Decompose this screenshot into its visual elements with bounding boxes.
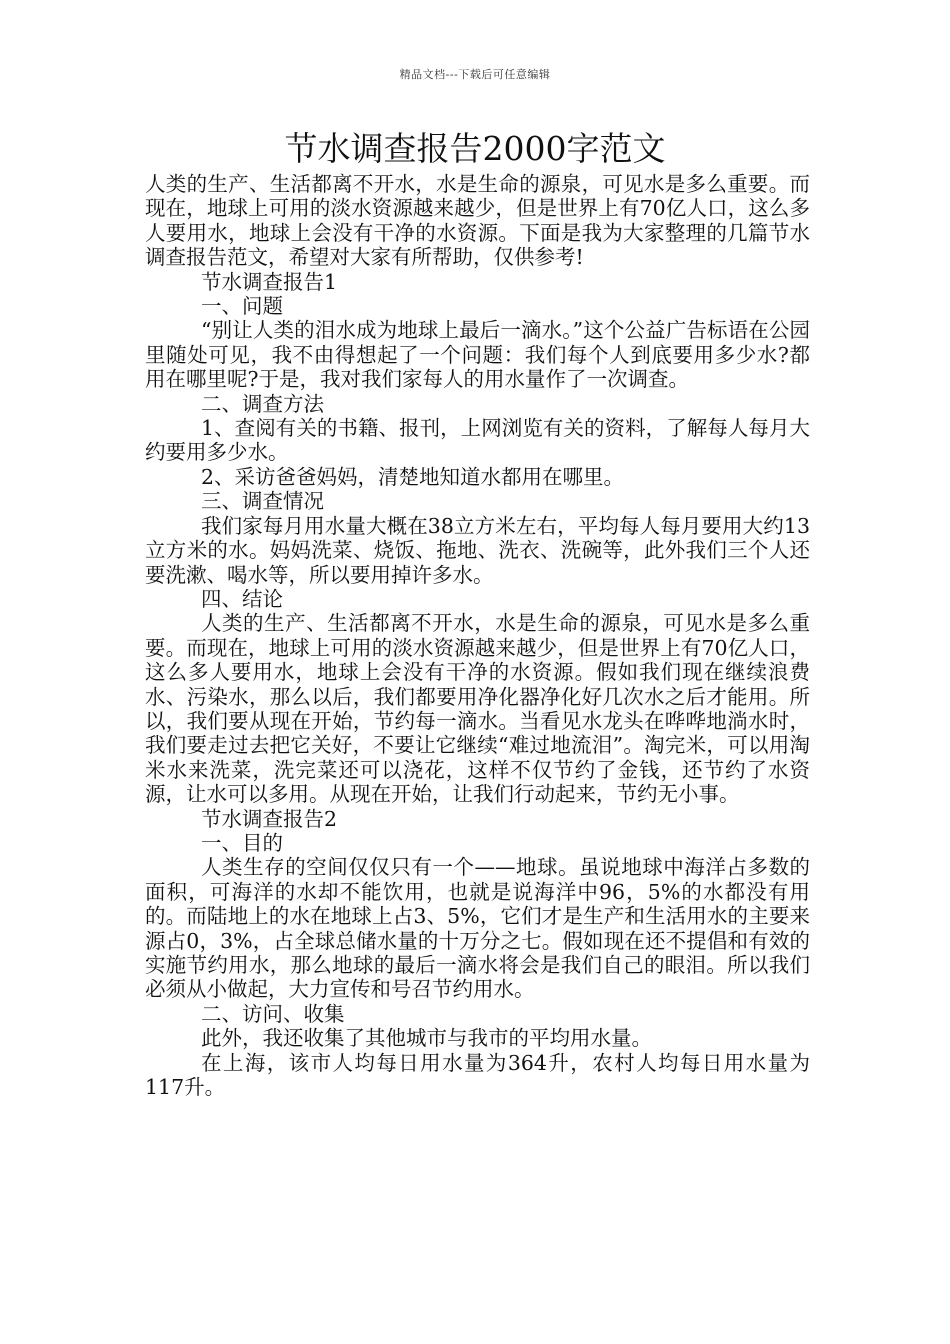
paragraph: 三、调查情况 — [201, 489, 324, 514]
paragraph: 四、结论 — [201, 586, 283, 611]
paragraph: 人类生存的空间仅仅只有一个——地球。虽说地球中海洋占多数的面积，可海洋的水却不能饮用，也就是说海洋中96，5%的水都没有用的。而陆地上的水在地球上占3、5%，它们才是生产和生活用水的主要来源占0，3%，占全球总储水量的十万分之七。假如现在还不提倡和有效的实施节约用水，那么地球的最后一滴水将会是我们自己的眼泪。所以我们必须从小做起，大力宣传和号召节约用水。 — [145, 855, 810, 1002]
paragraph: 1、查阅有关的书籍、报刊，上网浏览有关的资料，了解每人每月大约要用多少水。 — [145, 416, 810, 465]
paragraph: 2、采访爸爸妈妈，清楚地知道水都用在哪里。 — [201, 464, 625, 489]
paragraph: 此外，我还收集了其他城市与我市的平均用水量。 — [201, 1026, 652, 1051]
paragraph: “别让人类的泪水成为地球上最后一滴水。”这个公益广告标语在公园里随处可见，我不由得想起了一个问题：我们每个人到底要用多少水?都用在哪里呢?于是，我对我们家每人的用水量作了一次调查。 — [145, 318, 810, 392]
document-body — [145, 172, 810, 1099]
paragraph: 人类的生产、生活都离不开水，水是生命的源泉，可见水是多么重要。而现在，地球上可用的淡水资源越来越少，但是世界上有70亿人口，这么多人要用水，地球上会没有干净的水资源。假如我们现在继续浪费水、污染水，那么以后，我们都要用净化器净化好几次水之后才能用。所以，我们要从现在开始，节约每一滴水。当看见水龙头在哗哗地淌水时，我们要走过去把它关好，不要让它继续“难过地流泪”。淘完米，可以用淘米水来洗菜，洗完菜还可以浇花，这样不仅节约了金钱，还节约了水资源，让水可以多用。从现在开始，让我们行动起来，节约无小事。 — [145, 611, 810, 807]
paragraph: 二、调查方法 — [201, 391, 324, 416]
paragraph: 节水调查报告1 — [201, 269, 338, 294]
paragraph: 二、访问、收集 — [201, 1001, 345, 1026]
header-note: 精品文档---下载后可任意编辑 — [399, 68, 551, 81]
paragraph: 一、目的 — [201, 830, 283, 855]
document-title: 节水调查报告2000字范文 — [284, 129, 666, 168]
paragraph: 我们家每月用水量大概在38立方米左右，平均每人每月要用大约13立方米的水。妈妈洗菜、烧饭、拖地、洗衣、洗碗等，此外我们三个人还要洗漱、喝水等，所以要用掉许多水。 — [145, 513, 810, 587]
paragraph: 节水调查报告2 — [201, 806, 338, 831]
paragraph: 在上海，该市人均每日用水量为364升，农村人均每日用水量为117升。 — [145, 1050, 810, 1100]
paragraph: 一、问题 — [201, 294, 283, 319]
paragraph: 人类的生产、生活都离不开水，水是生命的源泉，可见水是多么重要。而现在，地球上可用的淡水资源越来越少，但是世界上有70亿人口，这么多人要用水，地球上会没有干净的水资源。下面是我为大家整理的几篇节水调查报告范文，希望对大家有所帮助，仅供参考! — [145, 172, 810, 270]
